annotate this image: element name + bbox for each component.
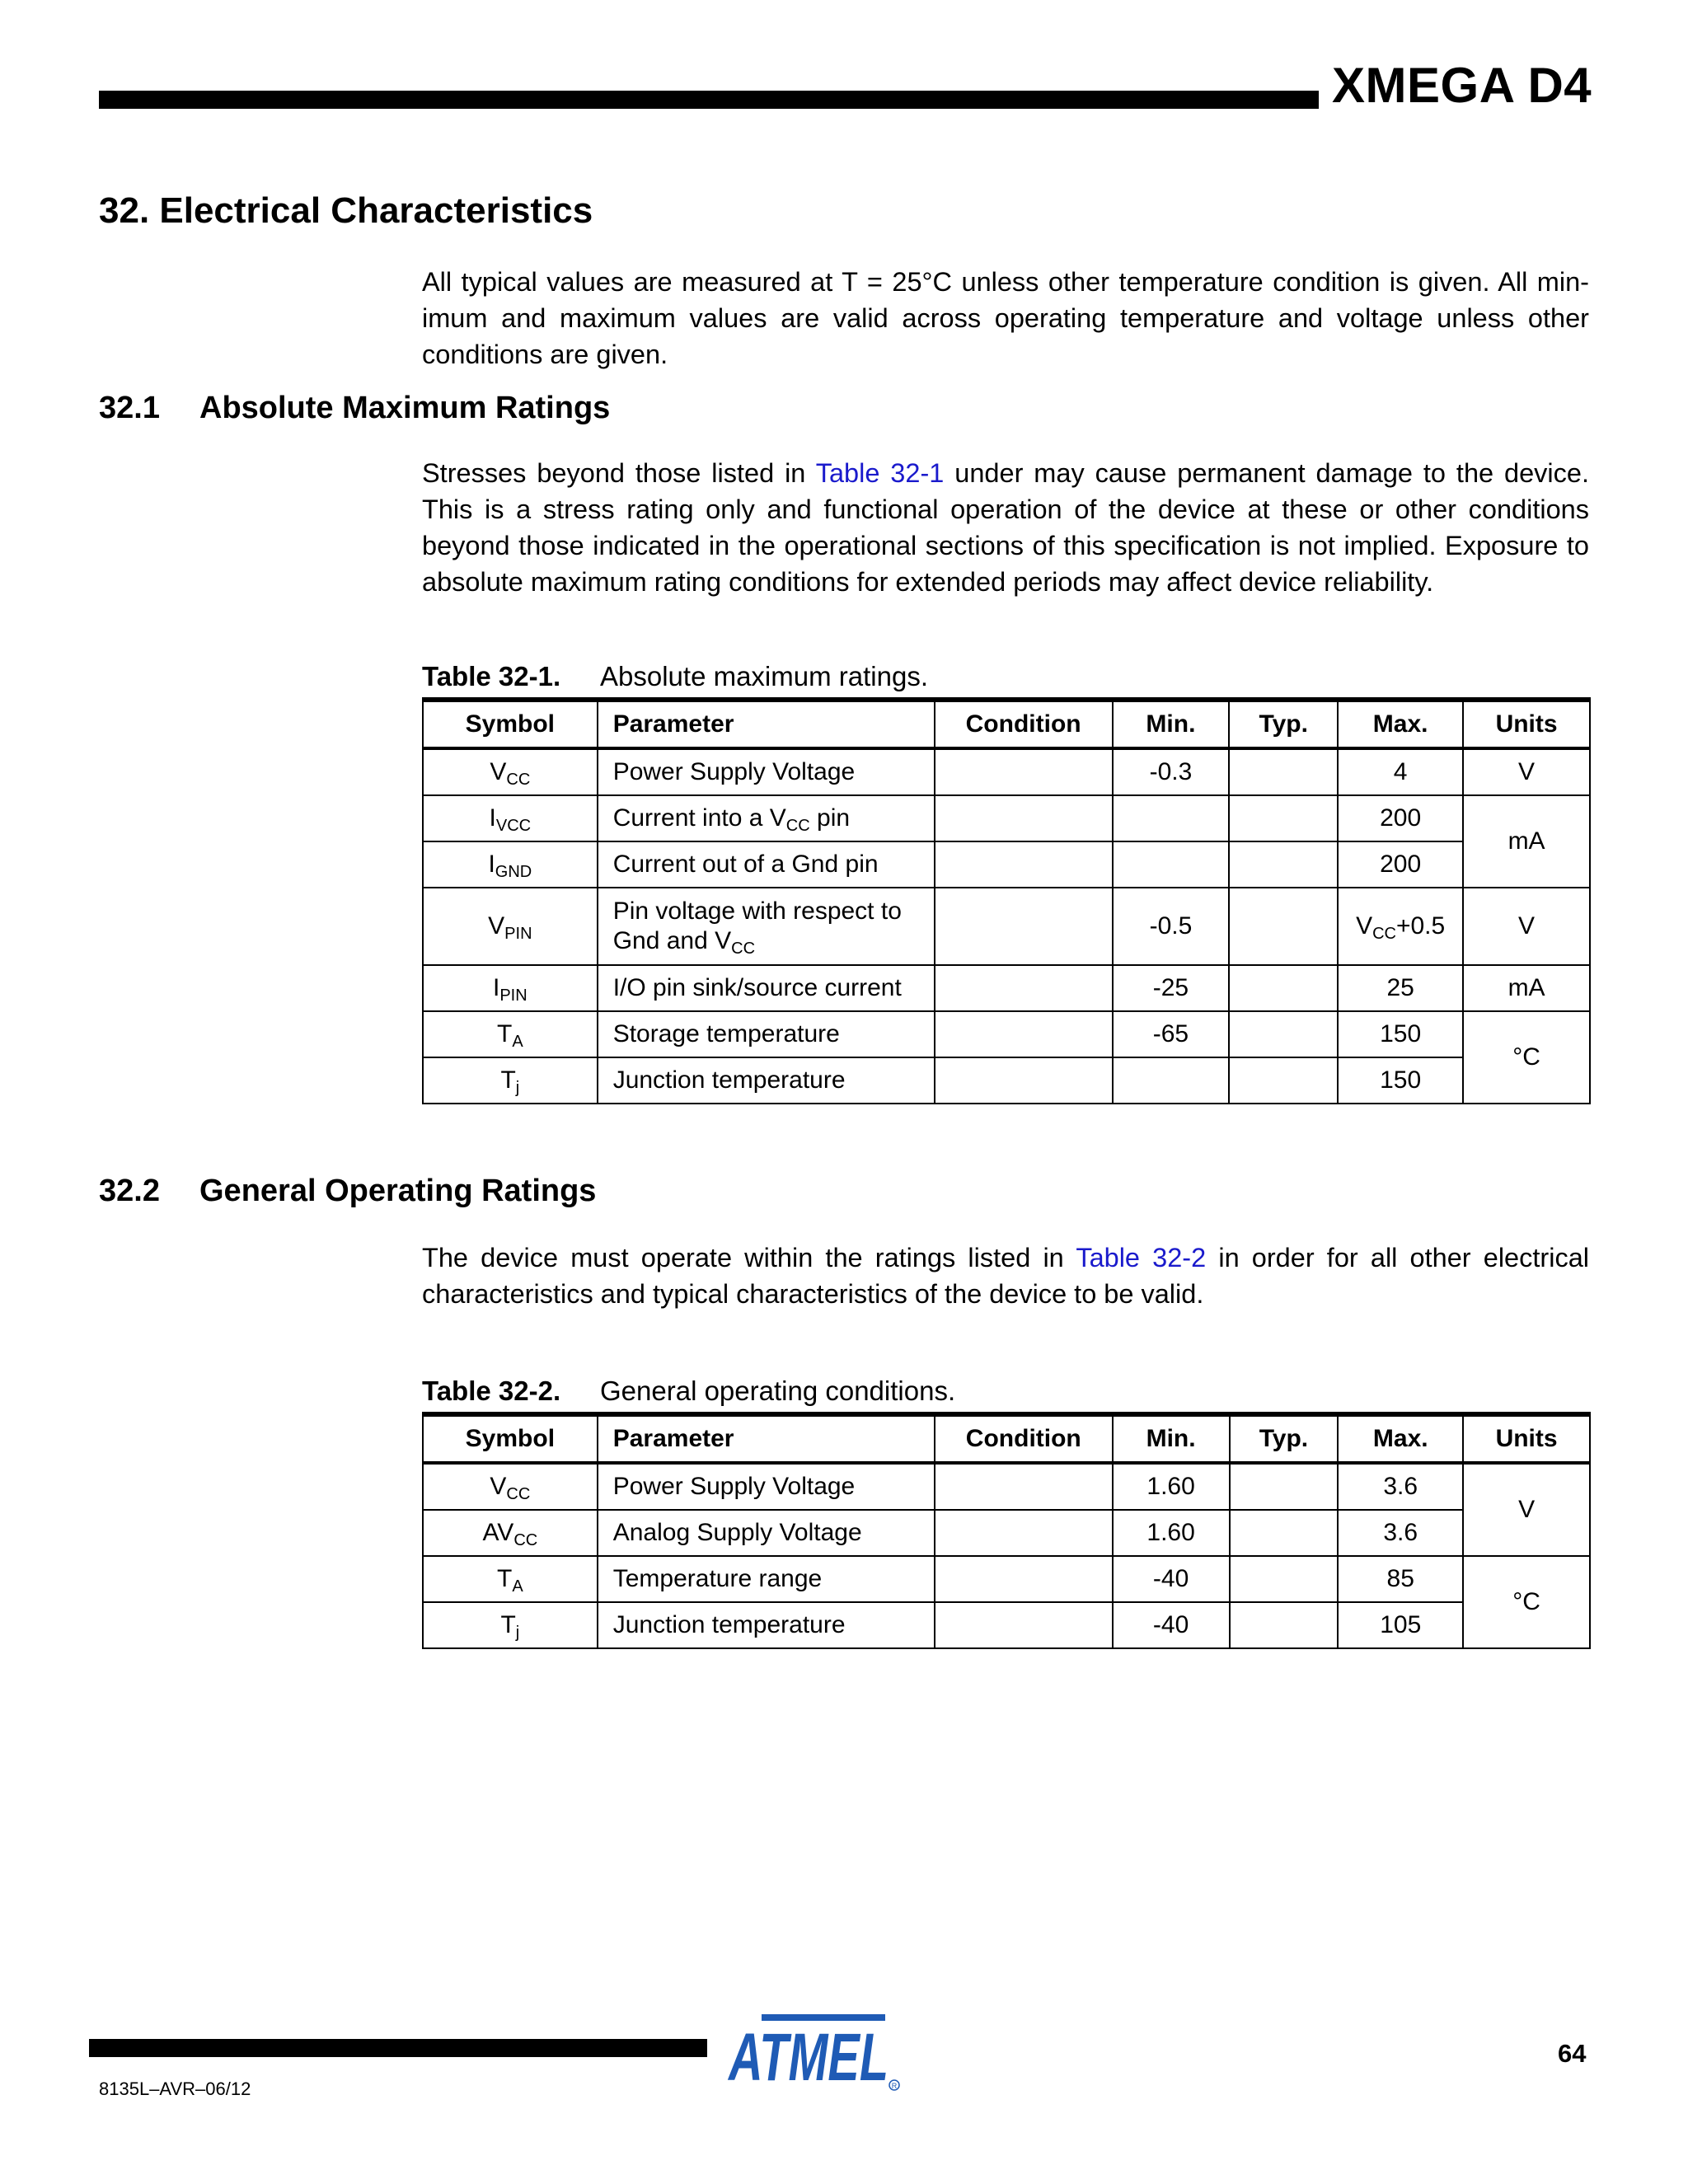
- symbol-cell: $I_{GND}$: [423, 841, 598, 888]
- table-label: Table 32-1.: [422, 661, 561, 691]
- min-cell: -25: [1113, 965, 1230, 1011]
- min-cell: -40: [1113, 1602, 1230, 1648]
- min-cell: [1113, 841, 1230, 888]
- units-cell: V: [1463, 748, 1590, 795]
- parameter-cell: Current out of a Gnd pin: [598, 841, 935, 888]
- condition-cell: [935, 1556, 1113, 1602]
- max-cell: $V_{CC}+0.5$: [1338, 888, 1463, 965]
- symbol-cell: $AV_{CC}$: [423, 1510, 598, 1556]
- max-cell: 200: [1338, 841, 1463, 888]
- table-caption: [422, 1377, 955, 1404]
- units-cell: V: [1463, 1463, 1590, 1556]
- paragraph-text: The device must operate within the ratings listed in: [422, 1243, 1076, 1272]
- absolute-max-ratings-table: [422, 697, 1591, 1104]
- parameter-cell: Storage temperature: [598, 1011, 935, 1057]
- col-header: Condition: [935, 700, 1113, 748]
- table-row: [423, 1057, 1590, 1104]
- general-operating-conditions-table: [422, 1412, 1591, 1649]
- typ-cell: [1229, 841, 1338, 888]
- symbol-cell: $V_{CC}$: [423, 1463, 598, 1510]
- symbol-cell: $T_A$: [423, 1011, 598, 1057]
- typ-cell: [1229, 1057, 1338, 1104]
- max-cell: 3.6: [1338, 1510, 1463, 1556]
- min-cell: -0.5: [1113, 888, 1230, 965]
- col-header: Min.: [1113, 700, 1230, 748]
- table-row: [423, 888, 1590, 965]
- paragraph-text: in order for all other electrical characteristics and typical characteristics of the device to be valid.: [422, 1243, 1589, 1309]
- table-row: [423, 748, 1590, 795]
- symbol-cell: $V_{PIN}$: [423, 888, 598, 965]
- parameter-cell: Pin voltage with respect to Gnd and $V_{CC}$: [598, 888, 935, 965]
- subsection-number: 32.1: [99, 391, 160, 425]
- condition-cell: [935, 795, 1113, 841]
- units-cell: °C: [1463, 1556, 1590, 1648]
- min-cell: 1.60: [1113, 1510, 1230, 1556]
- header-rule: [99, 91, 1319, 109]
- parameter-cell: I/O pin sink/source current: [598, 965, 935, 1011]
- parameter-cell: Temperature range: [598, 1556, 935, 1602]
- col-header: Parameter: [598, 1414, 935, 1463]
- typ-cell: [1229, 888, 1338, 965]
- typ-cell: [1229, 1011, 1338, 1057]
- table-row: [423, 1556, 1590, 1602]
- table-label: Table 32-2.: [422, 1376, 561, 1406]
- condition-cell: [935, 965, 1113, 1011]
- max-cell: 3.6: [1338, 1463, 1463, 1510]
- col-header: Units: [1463, 1414, 1590, 1463]
- paragraph-text: under may cause permanent damage to the device. This is a stress rating only and functional operation of the device at these or other conditions beyond those indicated in the operational sections of this specification is not implied. Exposure to absolute maximum rating conditions for extended periods may affect device reliability.: [422, 458, 1589, 597]
- condition-cell: [935, 888, 1113, 965]
- subsection-paragraph-32-2: [422, 1240, 1589, 1312]
- units-cell: mA: [1463, 795, 1590, 888]
- typ-cell: [1230, 1602, 1339, 1648]
- max-cell: 4: [1338, 748, 1463, 795]
- col-header: Typ.: [1229, 700, 1338, 748]
- table-row: [423, 795, 1590, 841]
- table-caption-text: Absolute maximum ratings.: [600, 661, 928, 691]
- min-cell: [1113, 1057, 1230, 1104]
- symbol-cell: $I_{VCC}$: [423, 795, 598, 841]
- subsection-number: 32.2: [99, 1174, 160, 1208]
- max-cell: 25: [1338, 965, 1463, 1011]
- max-cell: 105: [1338, 1602, 1463, 1648]
- units-cell: mA: [1463, 965, 1590, 1011]
- table-row: [423, 1602, 1590, 1648]
- col-header: Typ.: [1230, 1414, 1339, 1463]
- min-cell: [1113, 795, 1230, 841]
- section-intro: All typical values are measured at T = 25°C unless other temperature condition is given. All min-imum and maximum values are valid across operating temperature and voltage unless other conditions are given.: [422, 267, 1589, 369]
- min-cell: -40: [1113, 1556, 1230, 1602]
- footer-rule: [89, 2039, 707, 2057]
- section-heading: 32. Electrical Characteristics: [99, 190, 593, 231]
- subsection-paragraph-32-1: [422, 455, 1589, 600]
- max-cell: 150: [1338, 1011, 1463, 1057]
- symbol-cell: $V_{CC}$: [423, 748, 598, 795]
- subsection-heading-32-1: [99, 392, 610, 424]
- svg-text:R: R: [891, 2082, 898, 2090]
- document-title: XMEGA D4: [1332, 58, 1592, 113]
- symbol-cell: $I_{PIN}$: [423, 965, 598, 1011]
- parameter-cell: Junction temperature: [598, 1057, 935, 1104]
- page-number: 64: [1558, 2039, 1587, 2068]
- col-header: Max.: [1338, 1414, 1463, 1463]
- table-header-row: [423, 700, 1590, 748]
- col-header: Condition: [935, 1414, 1113, 1463]
- table-row: [423, 965, 1590, 1011]
- table-header-row: [423, 1414, 1590, 1463]
- col-header: Max.: [1338, 700, 1463, 748]
- table-caption-text: General operating conditions.: [600, 1376, 956, 1406]
- units-cell: °C: [1463, 1011, 1590, 1104]
- table-row: [423, 1463, 1590, 1510]
- table-32-1-link[interactable]: Table 32-1: [815, 458, 945, 488]
- col-header: Units: [1463, 700, 1590, 748]
- condition-cell: [935, 1463, 1113, 1510]
- symbol-cell: $T_j$: [423, 1057, 598, 1104]
- typ-cell: [1229, 748, 1338, 795]
- min-cell: -65: [1113, 1011, 1230, 1057]
- condition-cell: [935, 1011, 1113, 1057]
- parameter-cell: Power Supply Voltage: [598, 748, 935, 795]
- symbol-cell: $T_A$: [423, 1556, 598, 1602]
- col-header: Parameter: [598, 700, 935, 748]
- min-cell: 1.60: [1113, 1463, 1230, 1510]
- col-header: Symbol: [423, 1414, 598, 1463]
- condition-cell: [935, 1057, 1113, 1104]
- table-32-2-link[interactable]: Table 32-2: [1076, 1243, 1207, 1272]
- condition-cell: [935, 748, 1113, 795]
- atmel-logo: [725, 2009, 902, 2095]
- subsection-title: Absolute Maximum Ratings: [199, 391, 611, 425]
- subsection-title: General Operating Ratings: [199, 1174, 597, 1208]
- condition-cell: [935, 1510, 1113, 1556]
- max-cell: 85: [1338, 1556, 1463, 1602]
- col-header: Symbol: [423, 700, 598, 748]
- paragraph-text: Stresses beyond those listed in: [422, 458, 816, 488]
- condition-cell: [935, 1602, 1113, 1648]
- max-cell: 150: [1338, 1057, 1463, 1104]
- typ-cell: [1230, 1463, 1339, 1510]
- typ-cell: [1229, 965, 1338, 1011]
- condition-cell: [935, 841, 1113, 888]
- table-row: [423, 841, 1590, 888]
- document-code: 8135L–AVR–06/12: [99, 2079, 251, 2099]
- typ-cell: [1230, 1556, 1339, 1602]
- parameter-cell: Current into a $V_{CC}$ pin: [598, 795, 935, 841]
- max-cell: 200: [1338, 795, 1463, 841]
- table-row: [423, 1510, 1590, 1556]
- subsection-heading-32-2: [99, 1175, 596, 1207]
- logo-wordmark: ATMEL: [727, 2020, 889, 2095]
- min-cell: -0.3: [1113, 748, 1230, 795]
- table-row: [423, 1011, 1590, 1057]
- parameter-cell: Power Supply Voltage: [598, 1463, 935, 1510]
- parameter-cell: Analog Supply Voltage: [598, 1510, 935, 1556]
- typ-cell: [1229, 795, 1338, 841]
- units-cell: V: [1463, 888, 1590, 965]
- parameter-cell: Junction temperature: [598, 1602, 935, 1648]
- table-caption: [422, 663, 928, 690]
- typ-cell: [1230, 1510, 1339, 1556]
- col-header: Min.: [1113, 1414, 1230, 1463]
- symbol-cell: $T_j$: [423, 1602, 598, 1648]
